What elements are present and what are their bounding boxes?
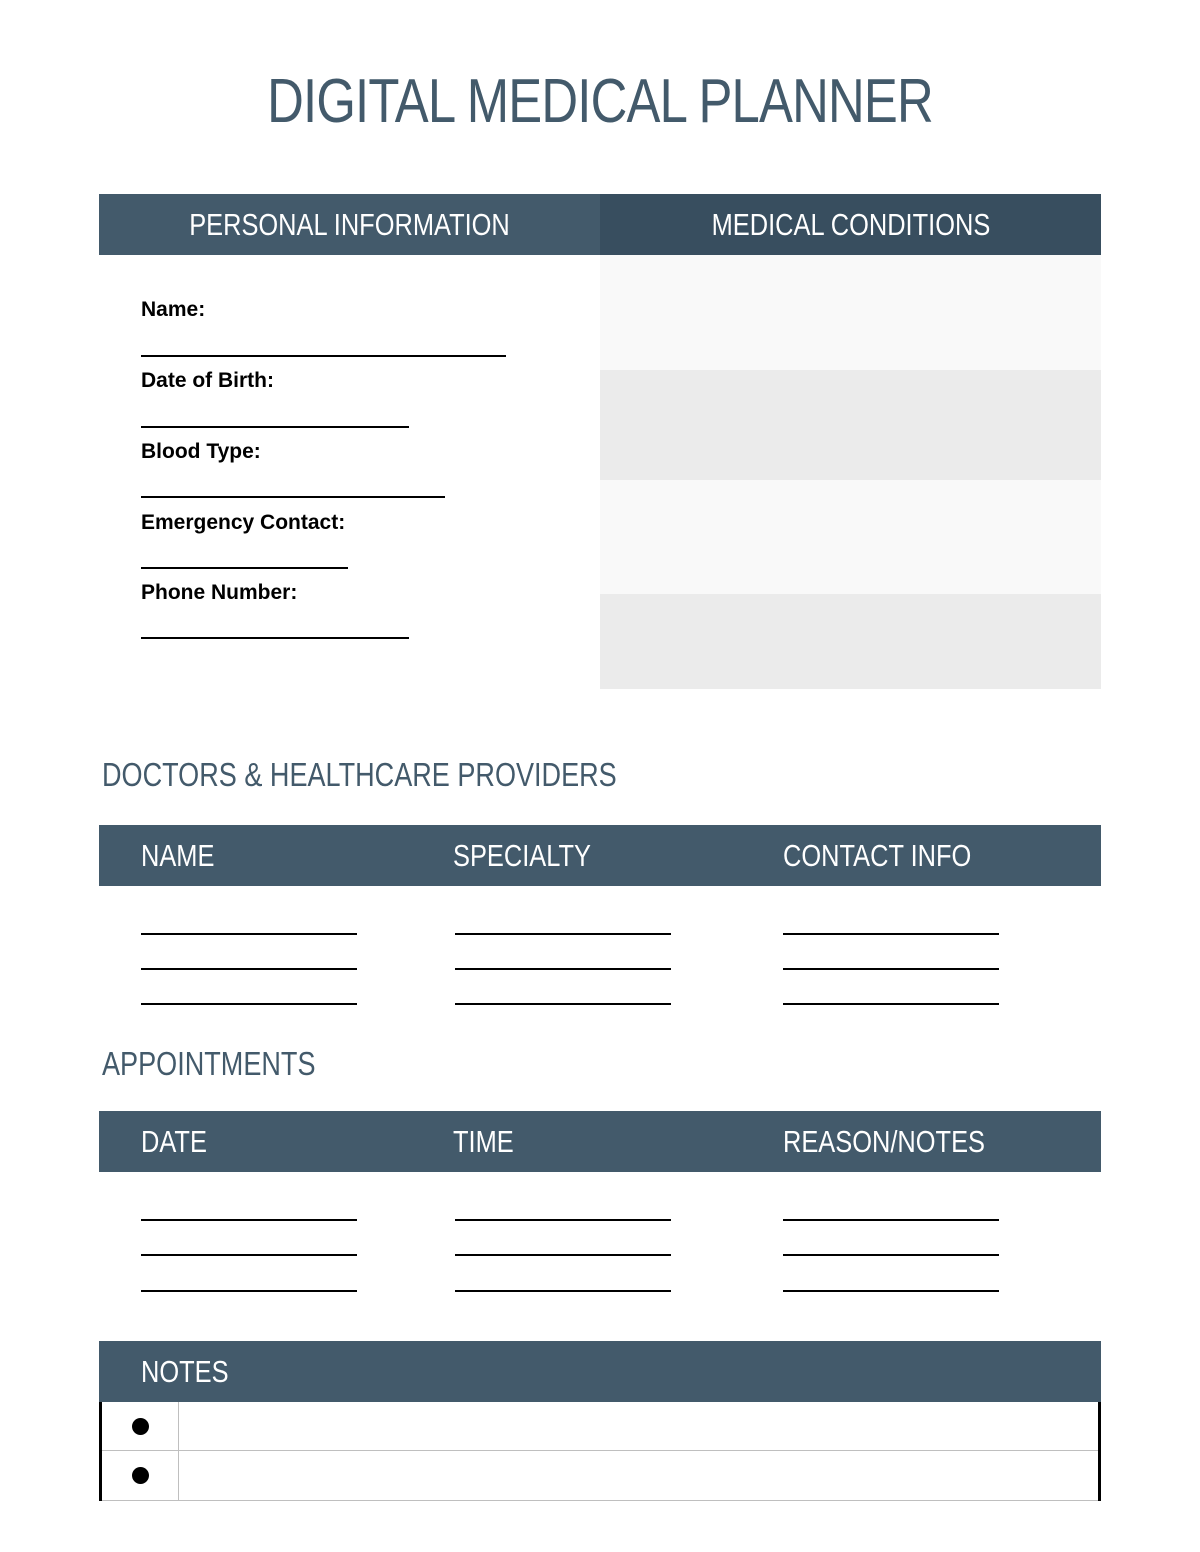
medical-condition-row-3[interactable] <box>600 480 1101 594</box>
doctor-contact-line[interactable] <box>783 968 999 970</box>
appointments-section-title-text: APPOINTMENTS <box>102 1045 316 1082</box>
appointments-col-date-label: DATE <box>141 1123 207 1159</box>
appointment-date-line[interactable] <box>141 1254 357 1256</box>
doctors-table-header <box>99 825 1101 886</box>
phone-number-line[interactable] <box>141 637 409 639</box>
emergency-contact-line[interactable] <box>141 567 348 569</box>
doctors-col-contact <box>783 825 1013 886</box>
dob-label: Date of Birth: <box>141 369 274 392</box>
appointment-reason-line[interactable] <box>783 1290 999 1292</box>
appointments-col-time-label: TIME <box>453 1123 514 1159</box>
appointment-time-line[interactable] <box>455 1219 671 1221</box>
appointments-col-date <box>141 1111 221 1172</box>
doctor-contact-line[interactable] <box>783 933 999 935</box>
doctor-contact-line[interactable] <box>783 1003 999 1005</box>
medical-conditions-header-label: MEDICAL CONDITIONS <box>711 206 990 242</box>
notes-header <box>99 1341 1101 1402</box>
doctor-specialty-line[interactable] <box>455 968 671 970</box>
appointment-date-line[interactable] <box>141 1219 357 1221</box>
appointment-reason-line[interactable] <box>783 1254 999 1256</box>
notes-list <box>99 1402 1101 1501</box>
personal-info-header <box>99 194 600 255</box>
note-bullet-cell <box>102 1451 179 1500</box>
appointment-date-line[interactable] <box>141 1290 357 1292</box>
appointments-section-title <box>102 1045 362 1083</box>
emergency-contact-label: Emergency Contact: <box>141 511 346 534</box>
appointments-col-reason <box>783 1111 1029 1172</box>
doctor-name-line[interactable] <box>141 933 357 935</box>
appointment-time-line[interactable] <box>455 1254 671 1256</box>
phone-number-label: Phone Number: <box>141 581 298 604</box>
medical-conditions-header <box>600 194 1101 255</box>
appointments-col-reason-label: REASON/NOTES <box>783 1123 985 1159</box>
personal-info-header-label: PERSONAL INFORMATION <box>189 206 510 242</box>
note-row[interactable] <box>102 1451 1098 1501</box>
doctor-specialty-line[interactable] <box>455 933 671 935</box>
medical-condition-row-4[interactable] <box>600 594 1101 689</box>
appointments-table-header <box>99 1111 1101 1172</box>
doctors-col-specialty <box>453 825 621 886</box>
bullet-icon <box>132 1467 149 1484</box>
appointment-reason-line[interactable] <box>783 1219 999 1221</box>
bullet-icon <box>132 1418 149 1435</box>
dob-line[interactable] <box>141 426 409 428</box>
doctors-col-contact-label: CONTACT INFO <box>783 837 972 873</box>
name-label: Name: <box>141 298 206 321</box>
medical-condition-row-1[interactable] <box>600 255 1101 370</box>
doctors-col-name <box>141 825 231 886</box>
doctors-section-title-text: DOCTORS & HEALTHCARE PROVIDERS <box>102 756 617 793</box>
blood-type-label: Blood Type: <box>141 440 261 463</box>
appointments-col-time <box>453 1111 527 1172</box>
name-line[interactable] <box>141 355 506 357</box>
appointment-time-line[interactable] <box>455 1290 671 1292</box>
doctor-name-line[interactable] <box>141 1003 357 1005</box>
page-title: DIGITAL MEDICAL PLANNER <box>267 67 933 136</box>
doctors-col-name-label: NAME <box>141 837 215 873</box>
medical-condition-row-2[interactable] <box>600 370 1101 480</box>
doctors-col-specialty-label: SPECIALTY <box>453 837 591 873</box>
note-bullet-cell <box>102 1402 179 1450</box>
note-row[interactable] <box>102 1402 1098 1451</box>
blood-type-line[interactable] <box>141 496 445 498</box>
notes-header-label: NOTES <box>141 1353 229 1389</box>
doctor-name-line[interactable] <box>141 968 357 970</box>
doctors-section-title <box>102 756 730 794</box>
doctor-specialty-line[interactable] <box>455 1003 671 1005</box>
